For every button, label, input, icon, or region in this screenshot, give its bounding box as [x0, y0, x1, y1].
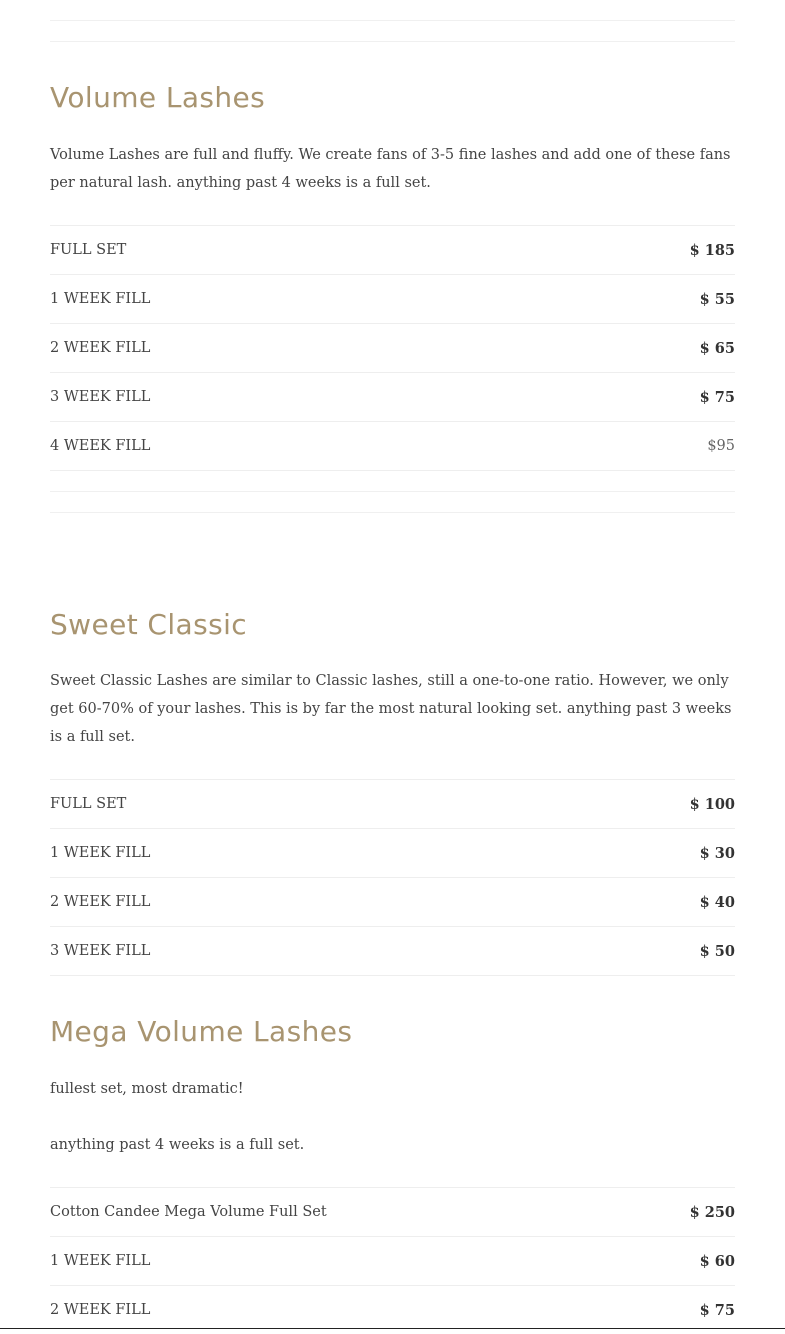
menu-section-sweet-classic	[50, 607, 735, 960]
price-list	[50, 225, 735, 471]
section-description: Volume Lashes are full and fluffy. We create fans of 3-5 fine lashes and add one of these fans per natural lash. anything past 4 weeks is a full set.	[50, 147, 731, 191]
price-row	[50, 1236, 735, 1285]
item-price: $ 75	[699, 388, 735, 406]
item-price: $95	[707, 438, 735, 454]
item-name: FULL SET	[50, 242, 127, 258]
item-name: 1 WEEK FILL	[50, 291, 151, 307]
divider	[50, 512, 735, 513]
section-description: Sweet Classic Lashes are similar to Classic lashes, still a one-to-one ratio. However, we only get 60-70% of your lashes. This is by far the most natural looking set. anything past 3 weeks is a full set.	[50, 673, 732, 745]
price-row	[50, 828, 735, 877]
item-name: 3 WEEK FILL	[50, 389, 151, 405]
item-name: 1 WEEK FILL	[50, 845, 151, 861]
price-row	[50, 225, 735, 274]
section-title: Mega Volume Lashes	[50, 1015, 353, 1048]
price-list	[50, 779, 735, 976]
section-title: Volume Lashes	[50, 81, 266, 114]
price-list	[50, 1187, 735, 1334]
item-name: Cotton Candee Mega Volume Full Set	[50, 1204, 327, 1220]
item-price: $ 40	[699, 893, 735, 911]
item-name: 2 WEEK FILL	[50, 894, 151, 910]
section-title: Sweet Classic	[50, 608, 248, 641]
item-price: $ 50	[699, 942, 735, 960]
item-price: $ 55	[699, 290, 735, 308]
item-price: $ 65	[699, 339, 735, 357]
item-name: 1 WEEK FILL	[50, 1253, 151, 1269]
item-name: FULL SET	[50, 796, 127, 812]
price-row	[50, 421, 735, 471]
price-row	[50, 1187, 735, 1236]
price-row	[50, 372, 735, 421]
section-description: anything past 4 weeks is a full set.	[50, 1137, 305, 1153]
item-price: $ 60	[699, 1252, 735, 1270]
divider	[50, 41, 735, 42]
item-name: 2 WEEK FILL	[50, 1302, 151, 1318]
item-name: 3 WEEK FILL	[50, 943, 151, 959]
price-row	[50, 926, 735, 976]
item-price: $ 100	[689, 795, 735, 813]
price-row	[50, 779, 735, 828]
item-price: $ 30	[699, 844, 735, 862]
item-price: $ 250	[689, 1203, 735, 1221]
section-description: fullest set, most dramatic!	[50, 1081, 244, 1097]
item-price: $ 185	[689, 241, 735, 259]
price-row	[50, 877, 735, 926]
divider	[50, 491, 735, 492]
menu-section-volume-lashes	[50, 80, 735, 454]
divider	[50, 20, 735, 21]
price-row	[50, 274, 735, 323]
price-row	[50, 1285, 735, 1334]
item-name: 4 WEEK FILL	[50, 438, 151, 454]
menu-section-mega-volume-lashes	[50, 1014, 735, 1319]
price-row	[50, 323, 735, 372]
item-price: $ 75	[699, 1301, 735, 1319]
item-name: 2 WEEK FILL	[50, 340, 151, 356]
